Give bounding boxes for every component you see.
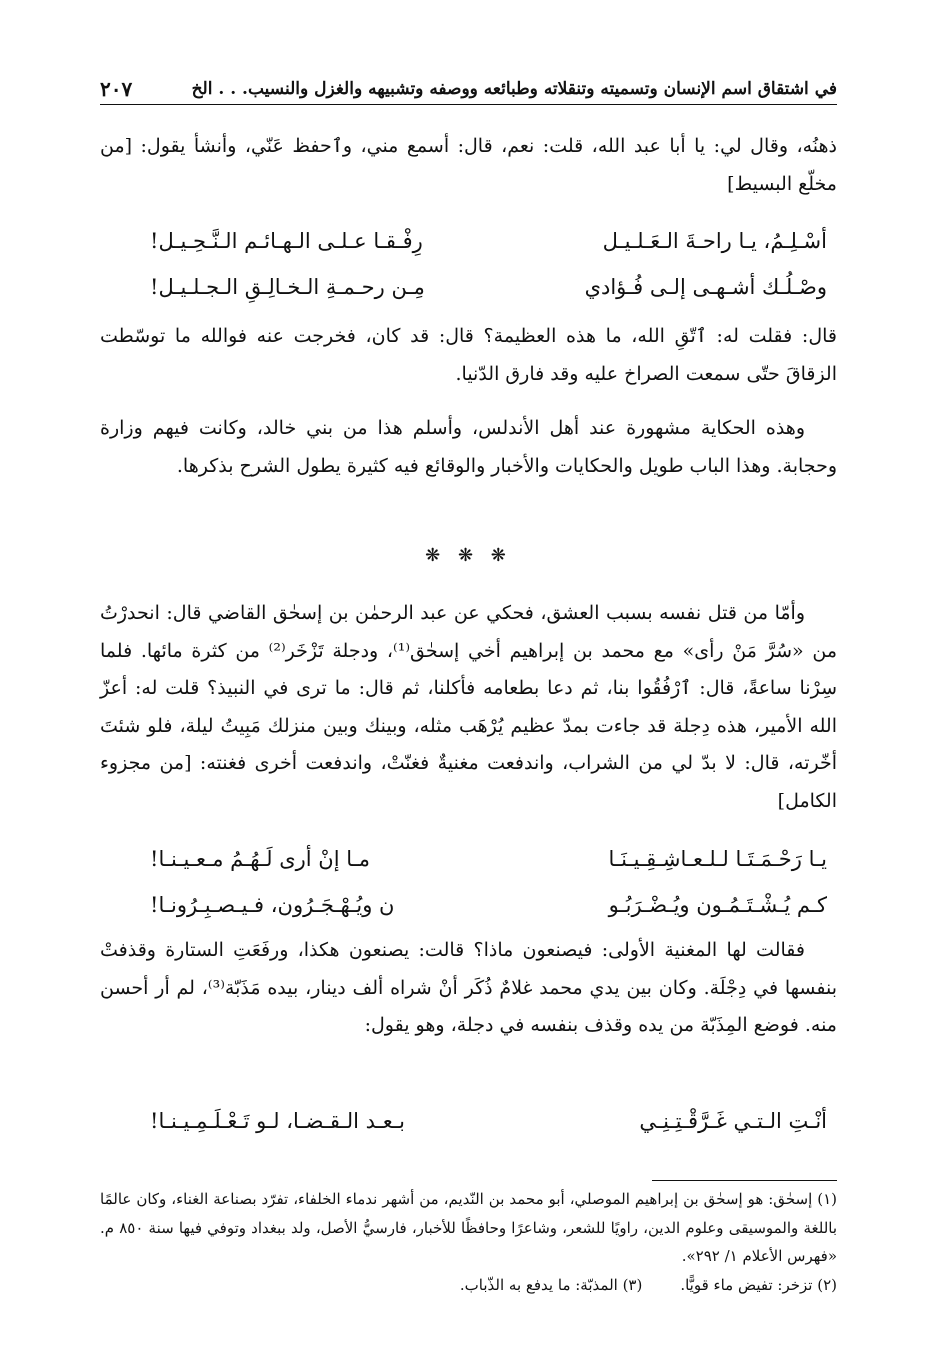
paragraph-5-block bbox=[100, 932, 837, 1045]
verse-2-line-2-first-hemistich: كـم يُـشْـتَـمُـون ويُـضْـرَبُـو bbox=[608, 893, 827, 917]
header-title: في اشتقاق اسم الإنسان وتسميته وتنقلاته وطبائعه ووصفه وتشبيهه والغزل والنسيب. . . الخ bbox=[191, 79, 837, 99]
verse-2-line-2-second-hemistich: ن ويُـهْـجَـرُون، فـيـصـبِـرُونـا! bbox=[150, 893, 395, 917]
verse-1-line-1 bbox=[100, 218, 837, 264]
verse-3-line-1-first-hemistich: أنْـتِ الـتـي غَـرَّقْـتِـنِـي bbox=[639, 1109, 827, 1133]
paragraph-3: وهذه الحكاية مشهورة عند أهل الأندلس، وأسلم هذا من بني خالد، وكانت فيهم وزارة وحجابة. وهذا الباب طويل والحكايات والأخبار والوقائع فيه كثيرة يطول الشرح بذكرها. bbox=[100, 417, 837, 477]
verse-2-line-1-second-hemistich: مـا إنْ أرى لَـهُـمُ مـعـيـنـا! bbox=[150, 847, 371, 871]
verse-1-line-2 bbox=[100, 264, 837, 310]
paragraph-4-block bbox=[100, 595, 837, 820]
verse-1 bbox=[100, 218, 837, 310]
verse-1-line-1-second-hemistich: رِفْـقـا عـلـى الـهـائـم الـنَّـحِـيـل! bbox=[150, 229, 423, 253]
footnotes bbox=[100, 1185, 837, 1299]
verse-2-line-1 bbox=[100, 836, 837, 882]
paragraph-3-block bbox=[100, 410, 837, 485]
verse-3-line-1-second-hemistich: بـعـد الـقـضـا، لـو تَـعْـلَـمِـيـنـا! bbox=[150, 1109, 405, 1133]
verse-2-line-2 bbox=[100, 882, 837, 928]
section-separator: ❋ ❋ ❋ bbox=[425, 545, 512, 566]
footnote-3: (٣) المذبّة: ما يدفع به الذّباب. bbox=[459, 1275, 643, 1294]
document-page bbox=[100, 0, 837, 1366]
footnote-divider bbox=[652, 1180, 837, 1181]
footnote-row-2 bbox=[100, 1271, 837, 1300]
paragraph-5: فقالت لها المغنية الأولى: فيصنعون ماذا؟ قالت: يصنعون هكذا، ورفَعَتِ الستارة وقذفتْ بنفسها في دِجْلَة. وكان بين يدي محمد غلامٌ ذُكَر أنْ شراه ألف دينار، بيده مَذَبّة⁽³⁾، لم أر أحسن منه. فوضع المِذَبّة من يده وقذف بنفسه في دجلة، وهو يقول: bbox=[100, 939, 837, 1036]
verse-1-line-2-second-hemistich: مِـن رحـمـةِ الـخـالِـقِ الـجـلـيـل! bbox=[150, 275, 425, 299]
verse-2 bbox=[100, 836, 837, 928]
verse-3-line-1 bbox=[100, 1098, 837, 1144]
page-number: ٢٠٧ bbox=[100, 77, 133, 101]
running-header bbox=[100, 70, 837, 105]
footnote-2: (٢) تزخر: تفيض ماء قويًّا. bbox=[680, 1275, 837, 1294]
paragraph-1-block bbox=[100, 128, 837, 203]
verse-2-line-1-first-hemistich: يـا رَحْـمَـتَـا لـلـعـاشِـقِـيـنَـا bbox=[608, 847, 827, 871]
verse-1-line-2-first-hemistich: وصْـلُـك أشـهـى إلـى فُـؤادي bbox=[584, 275, 827, 299]
paragraph-2-block bbox=[100, 318, 837, 393]
paragraph-2: قال: فقلت له: ٱتّقِ الله، ما هذه العظيمة؟ قال: قد كان، فخرجت عنه فوالله ما توسّطت الزقاقَ حتّى سمعت الصراخ عليه وقد فارق الدّنيا. bbox=[100, 325, 837, 385]
paragraph-4: وأمّا من قتل نفسه بسبب العشق، فحكي عن عبد الرحمٰن بن إسحٰق القاضي قال: انحدرْتُ من «سُرَّ مَنْ رأى» مع محمد بن إبراهيم أخي إسحٰق⁽¹⁾، ودجلة تَزْخَر⁽²⁾ من كثرة مائها. فلما سِرْنا ساعةً، قال: ٱرْفُقُوا بنا، ثم دعا بطعامه فأكلنا، ثم قال: ما ترى في النبيذ؟ قلت له: أعزّ الله الأمير، هذه دِجلة قد جاءت بمدّ عظيم يُرْهَب مثله، وبينك وبين منزلك مَبِيتُ ليلة، فلو شئتَ أخّرته، قال: لا بدّ لي من الشراب، واندفعت مغنيةٌ فغنّتْ، واندفعت أخرى فغنته: [من مجزوء الكامل] bbox=[100, 602, 838, 812]
paragraph-1: ذهنُه، وقال لي: يا أبا عبد الله، قلت: نعم، قال: أسمع مني، وٱحفظ عَنّي، وأنشأ يقول: [من مخلّع البسيط] bbox=[100, 135, 837, 195]
verse-1-line-1-first-hemistich: أسْـلِـمُ، يـا راحـةَ الـعَـلـيـل bbox=[602, 229, 827, 253]
footnote-1: (١) إسحٰق: هو إسحٰق بن إبراهيم الموصلي، أبو محمد بن النّديم، من أشهر ندماء الخلفاء، تفرّد بصناعة الغناء، وكان عالمًا باللغة والموسيقى وعلوم الدين، راويًا للشعر، وشاعرًا وحافظًا للأخبار، فارسيُّ الأصل، ولد ببغداد وتوفي فيها سنة ٨٥٠ م. «فهرس الأعلام ١/ ٢٩٢». bbox=[100, 1190, 838, 1265]
verse-3 bbox=[100, 1098, 837, 1144]
